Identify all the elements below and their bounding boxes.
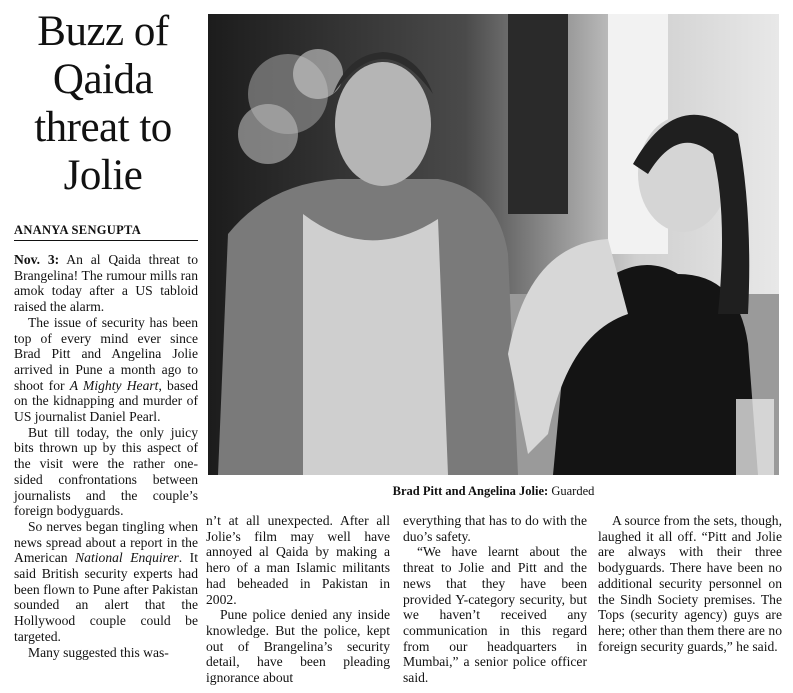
article-column-3 (403, 513, 587, 686)
paragraph-4-text-b: . It said British security experts had been flown to Pune after Pakistan sounded an alert that the Hollywood couple could be targeted. (14, 550, 198, 644)
photo-caption (208, 484, 779, 499)
paragraph-6-start: Pune police denied any inside knowledge. But the police, kept out of Brangelina’s security detail, have been pleading ignorance about (206, 607, 390, 686)
caption-names: Brad Pitt and Angelina Jolie: (392, 484, 549, 498)
paragraph-7: “We have learnt about the threat to Jolie and Pitt and the news that they have been provided Y-category security, but we haven’t received any communication in this regard from our headquarters in Mumbai,” a senior police officer said. (403, 544, 587, 686)
paragraph-5-start: Many suggested this was- (28, 644, 169, 660)
paragraph-4-text-a: So nerves began tingling when news spread about a report in the American (14, 518, 198, 566)
paragraph-2 (14, 315, 198, 425)
photo (208, 14, 779, 475)
paragraph-3: But till today, the only juicy bits thrown up by this aspect of the visit were the rather one-sided confrontations between journalists and the couple’s foreign bodyguards. (14, 424, 198, 519)
film-title: A Mighty Heart (69, 377, 159, 393)
paragraph-1-text: An al Qaida threat to Brangelina! The rumour mills ran amok today after a US tabloid raised the alarm. (14, 252, 198, 315)
paragraph-2-text-a: The issue of security has been top of every mind ever since Brad Pitt and Angelina Jolie arrived in Pune a month ago to shoot for (14, 314, 198, 393)
paragraph-2-text-b: , based on the kidnapping and murder of US journalist Daniel Pearl. (14, 377, 198, 425)
byline: ANANYA SENGUPTA (14, 223, 198, 241)
paragraph-8: A source from the sets, though, laughed it all off. “Pitt and Jolie are always with their three bodyguards. There have been no additional security personnel on the Sindh Society premises. The Tops (security agency) guys are here; other than them there are no foreign security guards,” he said. (598, 513, 782, 654)
paragraph-6-end: everything that has to do with the duo’s safety. (403, 513, 587, 544)
headline: Buzz of Qaida threat to Jolie (34, 8, 172, 199)
paragraph-4 (14, 519, 198, 645)
article-column-4 (598, 513, 782, 654)
photo-image (208, 14, 779, 475)
dateline: Nov. 3: (14, 252, 60, 267)
paragraph-5-end: n’t at all unexpected. After all Jolie’s film may well have annoyed al Qaida by making a hero of a man Islamic militants had beheaded in Pakistan in 2002. (206, 513, 390, 607)
article-column-2 (206, 513, 390, 686)
caption-text: Guarded (548, 484, 595, 498)
article-column-1 (14, 252, 198, 660)
newspaper-title: National Enquirer (75, 550, 179, 566)
paragraph-1 (14, 252, 198, 315)
